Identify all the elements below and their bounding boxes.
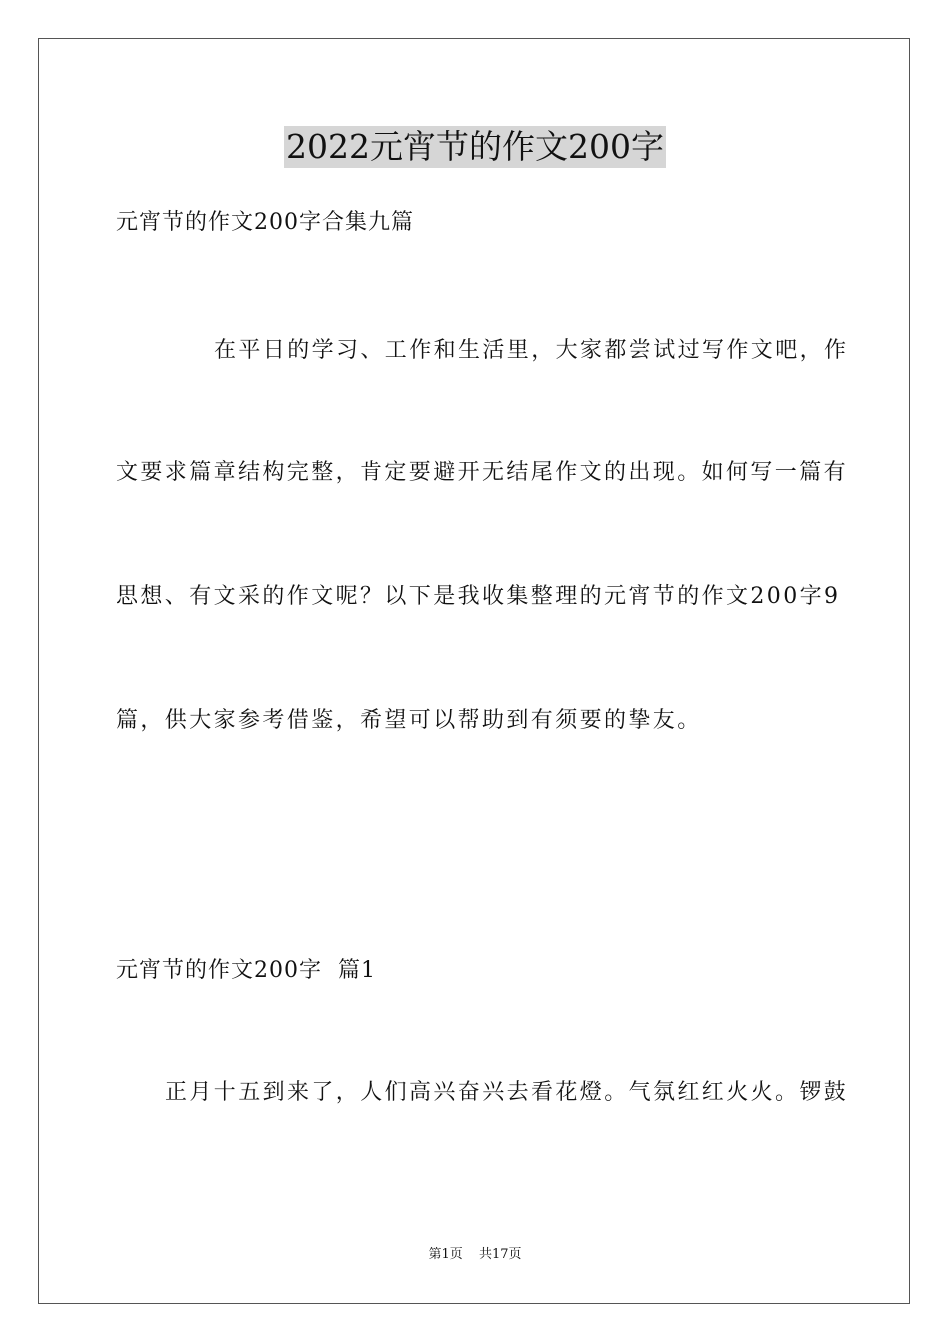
intro-line-1: 在平日的学习、工作和生活里，大家都尝试过写作文吧，作 <box>214 338 849 363</box>
intro-line-4: 篇，供大家参考借鉴，希望可以帮助到有须要的挚友。 <box>116 708 702 733</box>
page-footer <box>0 1246 950 1264</box>
intro-line-2: 文要求篇章结构完整，肯定要避开无结尾作文的出现。如何写一篇有 <box>116 460 849 485</box>
page-number: 第1页 <box>428 1247 463 1262</box>
intro-line-3: 思想、有文采的作文呢？以下是我收集整理的元宵节的作文200字9 <box>116 584 841 609</box>
document-title: 2022元宵节的作文200字 <box>286 127 664 166</box>
section-heading: 元宵节的作文200字 篇1 <box>116 958 376 983</box>
section-body-line-1: 正月十五到来了，人们高兴奋兴去看花燈。气氛红红火火。锣鼓 <box>165 1080 849 1105</box>
title-container <box>0 126 950 168</box>
page-total: 共17页 <box>478 1247 522 1262</box>
document-subtitle: 元宵节的作文200字合集九篇 <box>116 210 414 235</box>
